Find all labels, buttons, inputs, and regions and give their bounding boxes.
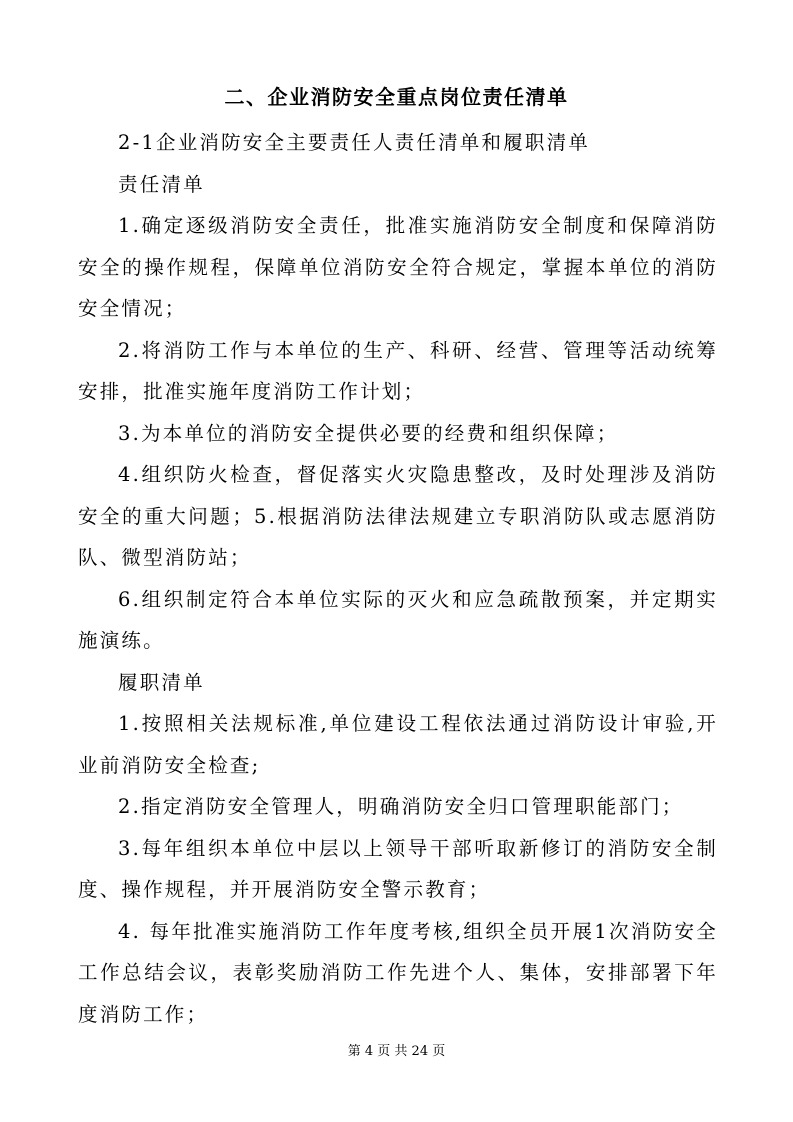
responsibility-item-4-5: 4.组织防火检查，督促落实火灾隐患整改，及时处理涉及消防安全的重大问题；5.根据消防法律法规建立专职消防队或志愿消防队、微型消防站；: [78, 463, 718, 569]
responsibility-item-2: 2.将消防工作与本单位的生产、科研、经营、管理等活动统筹安排，批准实施年度消防工作计划；: [78, 338, 718, 403]
responsibility-item-1: 1.确定逐级消防安全责任，批准实施消防安全制度和保障消防安全的操作规程，保障单位消防安全符合规定，掌握本单位的消防安全情况；: [78, 214, 718, 320]
duty-item-4: 4. 每年批准实施消防工作年度考核,组织全员开展1次消防安全工作总结会议，表彰奖励消防工作先进个人、集体，安排部署下年度消防工作；: [78, 919, 718, 1026]
responsibility-item-3: 3.为本单位的消防安全提供必要的经费和组织保障；: [118, 421, 619, 445]
responsibility-item-6: 6.组织制定符合本单位实际的灭火和应急疏散预案，并定期实施演练。: [78, 587, 718, 652]
duty-item-3: 3.每年组织本单位中层以上领导干部听取新修订的消防安全制度、操作规程，并开展消防安全警示教育；: [78, 836, 718, 901]
duty-item-2: 2.指定消防安全管理人，明确消防安全归口管理职能部门；: [118, 795, 684, 818]
document-body: [78, 122, 718, 1035]
duty-item-1: 1.按照相关法规标准,单位建设工程依法通过消防设计审验,开业前消防安全检查;: [78, 712, 718, 777]
responsibility-heading: 责任清单: [118, 172, 205, 196]
page-footer: 第 4 页 共 24 页: [347, 1044, 446, 1059]
section-heading: 2-1企业消防安全主要责任人责任清单和履职清单: [118, 131, 591, 154]
duty-heading: 履职清单: [118, 670, 205, 694]
document-title: 二、企业消防安全重点岗位责任清单: [224, 85, 569, 109]
